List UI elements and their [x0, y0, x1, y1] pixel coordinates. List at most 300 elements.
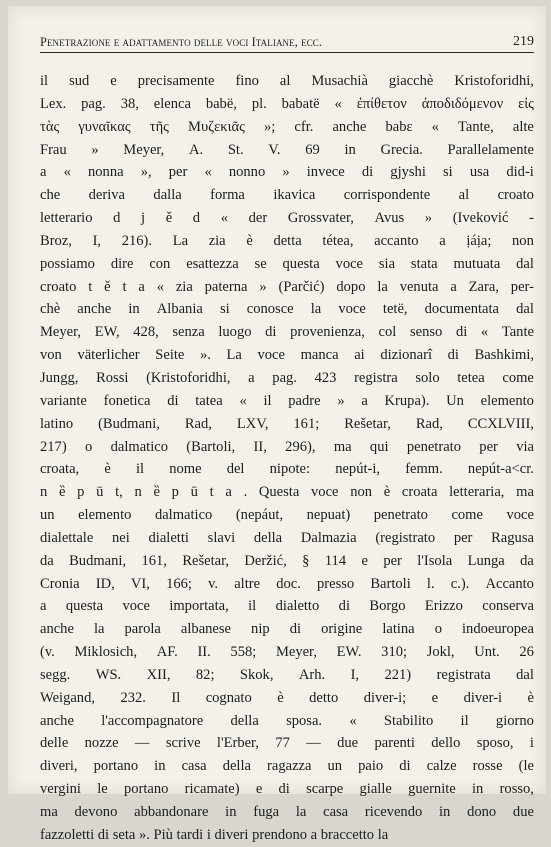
- text-segment: fazzoletti di seta ». Più tardi i diveri prendono a braccetto la: [40, 826, 389, 843]
- text-word: 221): [384, 666, 412, 683]
- text-word: t: [209, 484, 214, 501]
- text-word: »: [424, 210, 433, 227]
- text-word: parola: [124, 621, 161, 638]
- text-word: ū: [190, 484, 198, 501]
- text-word: babatë: [281, 95, 320, 112]
- text-word: c.).: [450, 575, 470, 592]
- text-word: Erizzo: [424, 598, 463, 615]
- text-word: n: [40, 484, 48, 501]
- text-word: 69: [305, 141, 320, 158]
- text-word: pl.: [251, 95, 267, 112]
- text-word: al: [279, 73, 291, 89]
- text-word: Dalmazia: [300, 529, 357, 546]
- text-word: croato: [497, 187, 534, 204]
- text-line: [40, 413, 534, 436]
- text-word: il: [40, 73, 49, 89]
- text-word: portano: [93, 758, 139, 775]
- text-word: 428,: [133, 324, 159, 341]
- text-word: 82;: [195, 666, 215, 683]
- text-word: qui: [369, 438, 389, 455]
- text-word: dopo: [336, 278, 366, 295]
- text-word: dire: [110, 255, 134, 272]
- text-word: il: [460, 712, 469, 729]
- text-word: usa: [469, 164, 490, 181]
- text-line: [40, 390, 534, 413]
- text-word: per: [168, 164, 188, 181]
- text-word: sposo,: [476, 735, 514, 752]
- text-word: 310;: [381, 644, 408, 661]
- text-word: Meyer,: [123, 141, 165, 158]
- text-word: Rad,: [415, 415, 443, 432]
- text-line: [40, 732, 534, 755]
- text-word: I,: [92, 232, 102, 249]
- text-line: [40, 710, 534, 733]
- text-word: ě: [165, 210, 173, 227]
- text-word: II,: [253, 438, 267, 455]
- text-word: t: [88, 278, 93, 295]
- text-line: [40, 298, 534, 321]
- text-word: croata: [401, 484, 438, 501]
- text-word: «: [239, 392, 247, 409]
- text-line: [40, 573, 534, 596]
- text-word: devono: [74, 804, 118, 820]
- text-word: ID,: [95, 575, 115, 592]
- text-line: [40, 504, 534, 527]
- text-word: questa: [282, 255, 320, 272]
- text-word: nepuat): [306, 507, 351, 524]
- text-word: voce: [257, 347, 285, 364]
- text-word: cognato: [205, 689, 252, 706]
- text-word: I,: [350, 666, 360, 683]
- text-word: §: [302, 552, 310, 569]
- text-word: Parallelamente: [447, 141, 534, 158]
- text-word: der: [248, 210, 268, 227]
- text-word: »: [282, 164, 290, 181]
- text-word: la: [295, 804, 307, 820]
- text-word: St.: [227, 141, 244, 158]
- text-word: di: [289, 621, 302, 638]
- text-word: per: [453, 529, 473, 546]
- text-word: detta: [273, 232, 302, 249]
- text-word: Rešetar,: [182, 552, 229, 569]
- text-word: penetrato: [373, 507, 428, 524]
- text-word: anche: [332, 118, 367, 135]
- text-word: a: [439, 232, 446, 249]
- text-word: slavi: [207, 529, 236, 546]
- text-word: alte: [512, 118, 534, 135]
- text-word: Tante,: [458, 118, 494, 135]
- text-word: o: [434, 621, 442, 638]
- text-word: γυναῖκας: [78, 118, 131, 135]
- text-word: segg.: [40, 666, 71, 683]
- text-line: [40, 139, 534, 162]
- text-word: femm.: [405, 461, 443, 478]
- text-word: Grossvater,: [287, 210, 354, 227]
- text-line: [40, 276, 534, 299]
- text-word: questa: [65, 598, 104, 615]
- text-word: (Budmani,: [98, 415, 160, 432]
- text-word: due: [512, 804, 534, 820]
- text-word: voce: [311, 484, 339, 501]
- text-word: albanese: [180, 621, 231, 638]
- text-word: a: [248, 369, 255, 386]
- text-word: mutuata: [453, 255, 501, 272]
- text-word: dono: [467, 804, 497, 820]
- text-line: [40, 93, 534, 116]
- text-word: ě: [104, 278, 111, 295]
- text-word: Musachià: [311, 73, 368, 89]
- text-word: v.: [208, 575, 219, 592]
- text-word: 232.: [120, 689, 146, 706]
- text-word: rosse: [472, 758, 503, 775]
- text-word: rosso,: [499, 781, 534, 798]
- text-word: in: [344, 141, 356, 158]
- text-word: penetrato: [406, 438, 461, 455]
- text-word: anche: [40, 621, 74, 638]
- text-word: «: [480, 324, 489, 341]
- text-word: Bashkimi,: [474, 347, 534, 364]
- text-word: (registrato: [375, 529, 436, 546]
- text-word: come: [451, 507, 483, 524]
- text-word: Stabilito: [383, 712, 434, 729]
- text-word: (Bartoli,: [186, 438, 236, 455]
- text-word: altre: [234, 575, 261, 592]
- text-word: di: [167, 392, 179, 409]
- text-word: ricamate): [184, 781, 240, 798]
- text-word: presso: [317, 575, 355, 592]
- text-word: provenienza,: [290, 324, 365, 341]
- text-word: elemento: [78, 507, 132, 524]
- text-word: »,: [140, 164, 152, 181]
- text-word: dal: [516, 666, 534, 683]
- text-word: possiamo: [40, 255, 95, 272]
- text-word: Μυζεκιᾶς: [188, 118, 245, 135]
- text-word: dalmatico: [154, 507, 213, 524]
- text-word: i: [529, 735, 534, 752]
- text-word: della: [222, 758, 251, 775]
- text-word: 38,: [120, 95, 139, 112]
- text-word: letterario: [40, 210, 93, 227]
- text-word: per: [479, 438, 498, 455]
- text-word: (Parčić): [278, 278, 325, 295]
- text-line: [40, 436, 534, 459]
- text-word: Rešetar,: [344, 415, 391, 432]
- text-word: Frau: [40, 141, 67, 158]
- text-word: ikavica: [273, 187, 316, 204]
- text-word: doc.: [276, 575, 301, 592]
- text-word: dialettale: [40, 529, 94, 546]
- text-word: fuga: [253, 804, 280, 820]
- text-word: il: [248, 598, 257, 615]
- text-word: tétea,: [322, 232, 354, 249]
- text-word: diveri,: [40, 758, 78, 775]
- text-word: «: [156, 278, 164, 295]
- text-word: p: [171, 484, 179, 501]
- text-word: (v.: [40, 644, 55, 661]
- body-text: [40, 70, 534, 847]
- text-line: [40, 664, 534, 687]
- text-word: abbandonare: [134, 804, 209, 820]
- text-word: la: [310, 301, 322, 318]
- text-word: Meyer,: [275, 644, 317, 661]
- text-word: «: [334, 95, 342, 112]
- text-word: t,: [115, 484, 123, 501]
- text-word: LXV,: [236, 415, 269, 432]
- text-word: Grecia.: [380, 141, 423, 158]
- text-word: paio: [358, 758, 384, 775]
- text-word: La: [226, 347, 242, 364]
- text-word: paterna: [204, 278, 248, 295]
- text-word: Bartoli: [370, 575, 411, 592]
- text-word: croata,: [40, 461, 80, 478]
- text-word: dello: [431, 735, 461, 752]
- text-word: pag.: [272, 369, 297, 386]
- text-word: väterlicher: [77, 347, 140, 364]
- text-word: Cronia: [40, 575, 80, 592]
- text-word: è: [246, 232, 253, 249]
- text-word: »: [91, 141, 99, 158]
- text-word: nonna: [88, 164, 124, 181]
- text-word: registra: [354, 369, 398, 386]
- text-word: in: [128, 301, 140, 318]
- text-word: elenca: [153, 95, 191, 112]
- text-word: Kristoforidhi,: [454, 73, 534, 89]
- text-word: Ragusa: [491, 529, 534, 546]
- text-line: [40, 230, 534, 253]
- text-word: di: [265, 324, 277, 341]
- text-word: Il: [171, 689, 181, 706]
- text-word: di: [447, 347, 459, 364]
- text-word: tetë,: [382, 301, 408, 318]
- text-word: did-i: [506, 164, 534, 181]
- text-word: sud: [69, 73, 90, 89]
- text-word: ἀποδιδόμενον: [421, 95, 504, 112]
- text-word: V.: [268, 141, 281, 158]
- text-word: l'accompagnatore: [101, 712, 204, 729]
- text-word: A.: [189, 141, 204, 158]
- text-word: Lex.: [40, 95, 67, 112]
- text-word: due: [337, 735, 359, 752]
- text-word: τῆς: [149, 118, 169, 135]
- text-word: si: [219, 301, 230, 318]
- text-word: è: [527, 689, 534, 706]
- text-word: accanto: [374, 232, 419, 249]
- text-word: 166;: [166, 575, 192, 592]
- text-word: senso: [409, 324, 443, 341]
- text-word: l.: [426, 575, 435, 592]
- text-word: al: [458, 187, 470, 204]
- text-word: babë,: [205, 95, 237, 112]
- text-word: padre: [288, 392, 321, 409]
- text-word: anche: [40, 712, 74, 729]
- text-word: Borgo: [369, 598, 406, 615]
- text-line: [40, 778, 534, 801]
- text-word: «: [349, 712, 357, 729]
- text-word: 161;: [293, 415, 320, 432]
- text-word: per: [383, 552, 402, 569]
- text-word: (le: [518, 758, 534, 775]
- text-word: 217): [40, 438, 67, 455]
- text-word: dialetti: [148, 529, 189, 546]
- text-line: [40, 481, 534, 504]
- text-word: come: [502, 369, 534, 386]
- text-word: t: [122, 278, 127, 295]
- text-word: Meyer,: [40, 324, 82, 341]
- text-word: conosce: [246, 301, 294, 318]
- text-line: [40, 595, 534, 618]
- text-line: [40, 801, 534, 824]
- text-word: un: [40, 507, 55, 524]
- text-word: di: [399, 758, 411, 775]
- text-word: casa: [181, 758, 207, 775]
- text-word: (Iveković: [452, 210, 509, 227]
- text-word: nome: [169, 461, 202, 478]
- text-word: nepút-i,: [335, 461, 381, 478]
- text-word: forma: [210, 187, 245, 204]
- text-word: si: [443, 164, 453, 181]
- text-word: zia: [175, 278, 193, 295]
- text-line: [40, 527, 534, 550]
- text-word: parenti: [374, 735, 415, 752]
- text-word: il: [135, 461, 145, 478]
- text-word: esattezza: [186, 255, 239, 272]
- text-word: gjyshi: [390, 164, 426, 181]
- text-word: ȅ: [58, 484, 66, 501]
- text-word: e: [361, 552, 368, 569]
- text-word: cfr.: [294, 118, 314, 135]
- text-word: a: [450, 278, 457, 295]
- text-word: Lunga: [467, 552, 505, 569]
- text-line: [40, 321, 534, 344]
- text-line: [40, 687, 534, 710]
- page-header: [40, 28, 534, 53]
- text-word: per-: [510, 278, 534, 295]
- text-word: Avus: [374, 210, 405, 227]
- text-word: ai: [354, 347, 365, 364]
- text-word: Deržić,: [244, 552, 287, 569]
- text-word: invece: [306, 164, 345, 181]
- text-word: (nepáut,: [235, 507, 284, 524]
- text-word: in: [225, 804, 237, 820]
- text-word: dalla: [153, 187, 182, 204]
- text-word: VI,: [130, 575, 150, 592]
- text-word: «: [204, 164, 212, 181]
- text-word: tetea: [457, 369, 485, 386]
- text-word: «: [220, 210, 228, 227]
- text-word: di: [361, 164, 374, 181]
- text-word: AF.: [156, 644, 178, 661]
- text-word: origine: [321, 621, 363, 638]
- text-word: Jokl,: [426, 644, 455, 661]
- text-line: [40, 70, 534, 93]
- text-word: della: [253, 529, 283, 546]
- text-line: [40, 458, 534, 481]
- text-word: importata,: [169, 598, 229, 615]
- text-word: via: [516, 438, 534, 455]
- text-word: precisamente: [137, 73, 215, 89]
- text-word: diver-i;: [363, 689, 407, 706]
- text-word: Krupa).: [384, 392, 430, 409]
- text-word: le: [97, 781, 108, 798]
- text-word: non: [512, 232, 534, 249]
- text-word: Arh.: [298, 666, 326, 683]
- text-word: »;: [264, 118, 276, 135]
- text-word: letteraria,: [449, 484, 505, 501]
- text-word: ū: [96, 484, 104, 501]
- text-word: voce: [335, 255, 364, 272]
- text-word: manca: [300, 347, 339, 364]
- text-word: EW,: [94, 324, 120, 341]
- text-word: nonno: [228, 164, 266, 181]
- text-word: ἐπίθετον: [356, 95, 407, 112]
- text-word: indoeuropea: [462, 621, 534, 638]
- text-line: [40, 618, 534, 641]
- text-word: registrata: [436, 666, 491, 683]
- text-word: von: [40, 347, 62, 364]
- text-word: la: [93, 621, 105, 638]
- text-word: da: [520, 552, 534, 569]
- text-line: [40, 207, 534, 230]
- text-word: Questa: [258, 484, 300, 501]
- text-word: è: [277, 689, 284, 706]
- text-word: εἰς: [518, 95, 534, 112]
- text-word: non: [350, 484, 373, 501]
- text-word: Budmani,: [69, 552, 127, 569]
- text-word: di: [338, 598, 350, 615]
- text-word: voce: [338, 301, 366, 318]
- text-word: deriva: [88, 187, 125, 204]
- text-word: col: [378, 324, 397, 341]
- text-word: la: [377, 278, 388, 295]
- text-word: ȅ: [153, 484, 160, 501]
- text-word: diver-i: [463, 689, 503, 706]
- text-word: 26: [519, 644, 534, 661]
- text-word: »: [337, 392, 345, 409]
- text-word: ragazza: [267, 758, 312, 775]
- text-word: documentata: [424, 301, 499, 318]
- text-word: 558;: [230, 644, 257, 661]
- running-title: Penetrazione e adattamento delle voci Italiane, ecc.: [40, 35, 323, 49]
- text-word: «: [63, 164, 71, 181]
- text-word: nepút-a<cr.: [467, 461, 534, 478]
- text-word: ».: [199, 347, 211, 364]
- text-word: chè: [40, 301, 61, 318]
- text-word: a: [40, 164, 47, 181]
- text-word: in: [154, 758, 166, 775]
- text-word: scarpe: [306, 781, 344, 798]
- text-word: —: [306, 735, 321, 752]
- text-word: latino: [40, 415, 74, 432]
- text-word: τὰς: [40, 118, 60, 135]
- text-word: voce: [506, 507, 534, 524]
- text-word: 216).: [121, 232, 153, 249]
- text-word: ịáịa;: [466, 232, 492, 249]
- text-word: EW.: [336, 644, 362, 661]
- text-word: e: [431, 689, 439, 706]
- text-word: dizionarî: [380, 347, 433, 364]
- text-word: di: [278, 781, 290, 798]
- text-word: Weigand,: [40, 689, 95, 706]
- text-word: in: [472, 781, 484, 798]
- text-word: Seite: [155, 347, 185, 364]
- text-word: Unt.: [474, 644, 500, 661]
- text-word: zia: [208, 232, 226, 249]
- text-word: ricevendo: [364, 804, 423, 820]
- text-word: Rossi: [96, 369, 129, 386]
- text-word: croato: [40, 278, 77, 295]
- text-word: CCXLVIII,: [467, 415, 534, 432]
- text-word: «: [431, 118, 439, 135]
